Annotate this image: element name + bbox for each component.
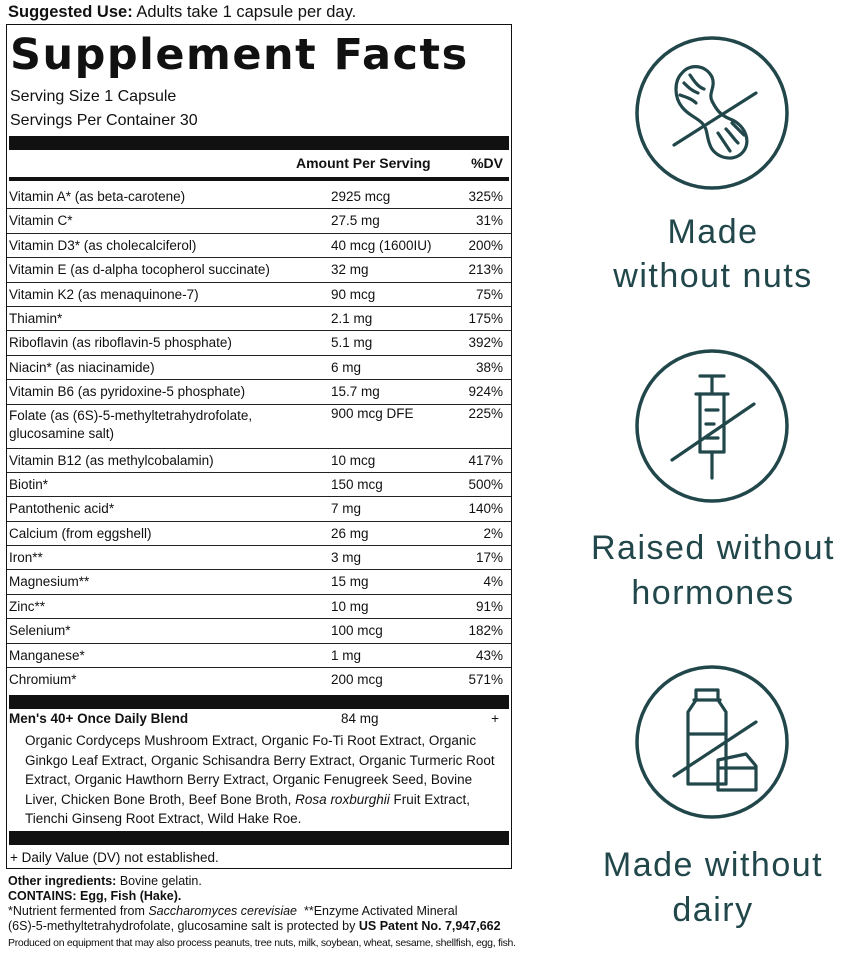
nutrient-name: Vitamin B6 (as pyridoxine-5 phosphate) [9, 384, 246, 400]
nutrient-name: Thiamin* [9, 310, 63, 326]
nutrient-dv: 175% [468, 310, 503, 326]
other-ingredients-text: Bovine gelatin. [116, 874, 202, 888]
servings-per-container: Servings Per Container 30 [10, 112, 198, 129]
column-header [7, 155, 511, 175]
contains-statement [8, 889, 538, 904]
nutrient-dv: 225% [468, 405, 503, 421]
nutrient-name: Magnesium** [9, 574, 90, 590]
nutrient-table [7, 185, 511, 692]
serving-size: Serving Size 1 Capsule [10, 88, 177, 105]
nutrient-dv: 75% [475, 286, 503, 302]
nutrient-row [7, 258, 511, 282]
syringe-icon [634, 348, 790, 504]
nutrient-dv: 213% [468, 262, 503, 278]
nutrient-name: Iron** [9, 550, 43, 566]
dv-footnote: + Daily Value (DV) not established. [10, 850, 219, 865]
amount-header: Amount Per Serving [296, 155, 431, 171]
nutrient-dv: 38% [475, 359, 503, 375]
nutrient-dv: 200% [468, 237, 503, 253]
nutrient-row [7, 619, 511, 643]
nutrient-amount: 5.1 mg [331, 335, 373, 351]
nutrient-name: Pantothenic acid* [9, 501, 115, 517]
nutrient-dv: 182% [468, 623, 503, 639]
nutrient-name: Vitamin D3* (as cholecalciferol) [9, 237, 197, 253]
nutrient-dv: 417% [468, 452, 503, 468]
blend-ingredients-text: Organic Cordyceps Mushroom Extract, Organic Fo-Ti Root Extract, Organic Ginkgo Leaf Extract, Organic Schisandra Berry Extract, Organic Turmeric Root Extract, Organic Hawthorn Berry Extract, Organic Fenugreek Seed, Bovine Liver, Chicken Bone Broth, Beef Bone Broth, [25, 733, 495, 807]
dv-header: %DV [471, 155, 503, 171]
nutrient-amount: 15 mg [331, 574, 369, 590]
nutrient-name: Manganese* [9, 647, 85, 663]
nutrient-row [7, 595, 511, 619]
nutrient-row [7, 209, 511, 233]
nutrient-row [7, 522, 511, 546]
nutrient-name: Folate (as (6S)-5-methyltetrahydrofolate, glucosamine salt) [9, 407, 253, 441]
nutrient-row [7, 307, 511, 331]
nutrient-name: Vitamin A* (as beta-carotene) [9, 189, 186, 204]
blend-dv: + [491, 711, 499, 726]
nutrient-dv: 924% [468, 384, 503, 400]
nutrient-amount: 7 mg [331, 501, 362, 517]
nutrient-row [7, 405, 511, 449]
nutrient-dv: 140% [468, 501, 503, 517]
nutrient-name: Chromium* [9, 672, 77, 688]
nutrient-note-post: **Enzyme Activated Mineral [297, 904, 458, 918]
suggested-use-label: Suggested Use: [8, 3, 133, 21]
nutrient-name: Vitamin B12 (as methylcobalamin) [9, 452, 214, 468]
nutrient-dv: 500% [468, 476, 503, 492]
nutrient-name: Vitamin C* [9, 213, 73, 229]
badge-dairy-line1: Made without [602, 846, 824, 884]
nutrient-row [7, 668, 511, 692]
badge-nuts-line1: Made [667, 213, 759, 251]
blend-ingredients-text-end: Fruit Extract, Tienchi Ginseng Root Extract, Wild Hake Roe. [25, 791, 470, 826]
patent-number: US Patent No. 7,947,662 [358, 919, 501, 933]
nutrient-amount: 27.5 mg [331, 213, 380, 229]
nutrient-row [7, 546, 511, 570]
nutrient-dv: 17% [475, 550, 503, 566]
nutrient-amount: 15.7 mg [331, 384, 380, 400]
nutrient-row [7, 331, 511, 355]
nutrient-dv: 4% [483, 574, 503, 590]
nutrient-amount: 2925 mcg [331, 189, 391, 204]
thick-divider [9, 136, 509, 150]
milk-cheese-icon [634, 664, 790, 820]
nutrient-row [7, 380, 511, 404]
nutrient-amount: 2.1 mg [331, 310, 373, 326]
nutrient-name: Zinc** [9, 598, 46, 614]
nutrient-note [8, 904, 538, 919]
nutrient-name: Vitamin E (as d-alpha tocopherol succinate) [9, 262, 270, 278]
equipment-note: Produced on equipment that may also process peanuts, tree nuts, milk, soybean, wheat, sesame, shellfish, egg, fish. [8, 937, 516, 949]
nutrient-amount: 40 mcg (1600IU) [331, 237, 432, 253]
nutrient-note-italic: Saccharomyces cerevisiae [148, 904, 298, 918]
nutrient-dv: 392% [468, 335, 503, 351]
nutrient-row [7, 497, 511, 521]
blend-ingredient-italic: Rosa roxburghii [295, 791, 390, 807]
nutrient-note-pre: *Nutrient fermented from [8, 904, 149, 918]
nutrient-dv: 91% [475, 598, 503, 614]
nutrient-row [7, 234, 511, 258]
badge-dairy-line2: dairy [672, 891, 754, 929]
nutrient-name: Riboflavin (as riboflavin-5 phosphate) [9, 335, 232, 351]
panel-title: Supplement Facts [10, 30, 469, 80]
blend-name: Men's 40+ Once Daily Blend [9, 711, 189, 726]
patent-note-pre: (6S)-5-methyltetrahydrofolate, glucosamine salt is protected by [8, 919, 359, 933]
nutrient-amount: 32 mg [331, 262, 369, 278]
peanut-icon [634, 35, 790, 191]
badge-hormones-line2: hormones [631, 574, 795, 612]
nutrient-amount: 10 mcg [331, 452, 376, 468]
nutrient-row [7, 473, 511, 497]
nutrient-name: Vitamin K2 (as menaquinone-7) [9, 286, 199, 302]
nutrient-name: Selenium* [9, 623, 71, 639]
contains-text: CONTAINS: Egg, Fish (Hake). [8, 889, 182, 903]
badge-hormones-line1: Raised without [590, 529, 835, 567]
nutrient-amount: 150 mcg [331, 476, 383, 492]
nutrient-amount: 10 mg [331, 598, 369, 614]
nutrient-row [7, 449, 511, 473]
nutrient-dv: 31% [475, 213, 503, 229]
badge-nuts-line2: without nuts [613, 257, 813, 295]
nutrient-dv: 325% [468, 189, 503, 204]
nutrient-dv: 2% [483, 525, 503, 541]
blend-ingredients [25, 731, 495, 829]
nutrient-row [7, 644, 511, 668]
nutrient-amount: 90 mcg [331, 286, 376, 302]
nutrient-name: Niacin* (as niacinamide) [9, 359, 155, 375]
nutrient-dv: 571% [468, 672, 503, 688]
header-divider [9, 177, 509, 181]
nutrient-amount: 900 mcg DFE [331, 405, 414, 421]
suggested-use-text: Adults take 1 capsule per day. [132, 3, 357, 21]
nutrient-row [7, 570, 511, 594]
suggested-use [8, 2, 356, 22]
nutrient-amount: 100 mcg [331, 623, 383, 639]
other-ingredients-label: Other ingredients: [8, 874, 117, 888]
nutrient-row [7, 185, 511, 209]
nutrient-amount: 26 mg [331, 525, 369, 541]
nutrient-name: Calcium (from eggshell) [9, 525, 152, 541]
blend-amount: 84 mg [341, 711, 379, 726]
nutrient-name: Biotin* [9, 476, 49, 492]
nutrient-amount: 1 mg [331, 647, 362, 663]
other-ingredients [8, 874, 538, 889]
patent-note [8, 919, 538, 934]
nutrient-amount: 3 mg [331, 550, 362, 566]
supplement-facts-panel [6, 24, 512, 869]
nutrient-row [7, 356, 511, 380]
nutrient-amount: 200 mcg [331, 672, 383, 688]
bottom-divider [9, 831, 509, 845]
nutrient-amount: 6 mg [331, 359, 362, 375]
nutrient-row [7, 283, 511, 307]
blend-divider [9, 695, 509, 709]
nutrient-dv: 43% [475, 647, 503, 663]
